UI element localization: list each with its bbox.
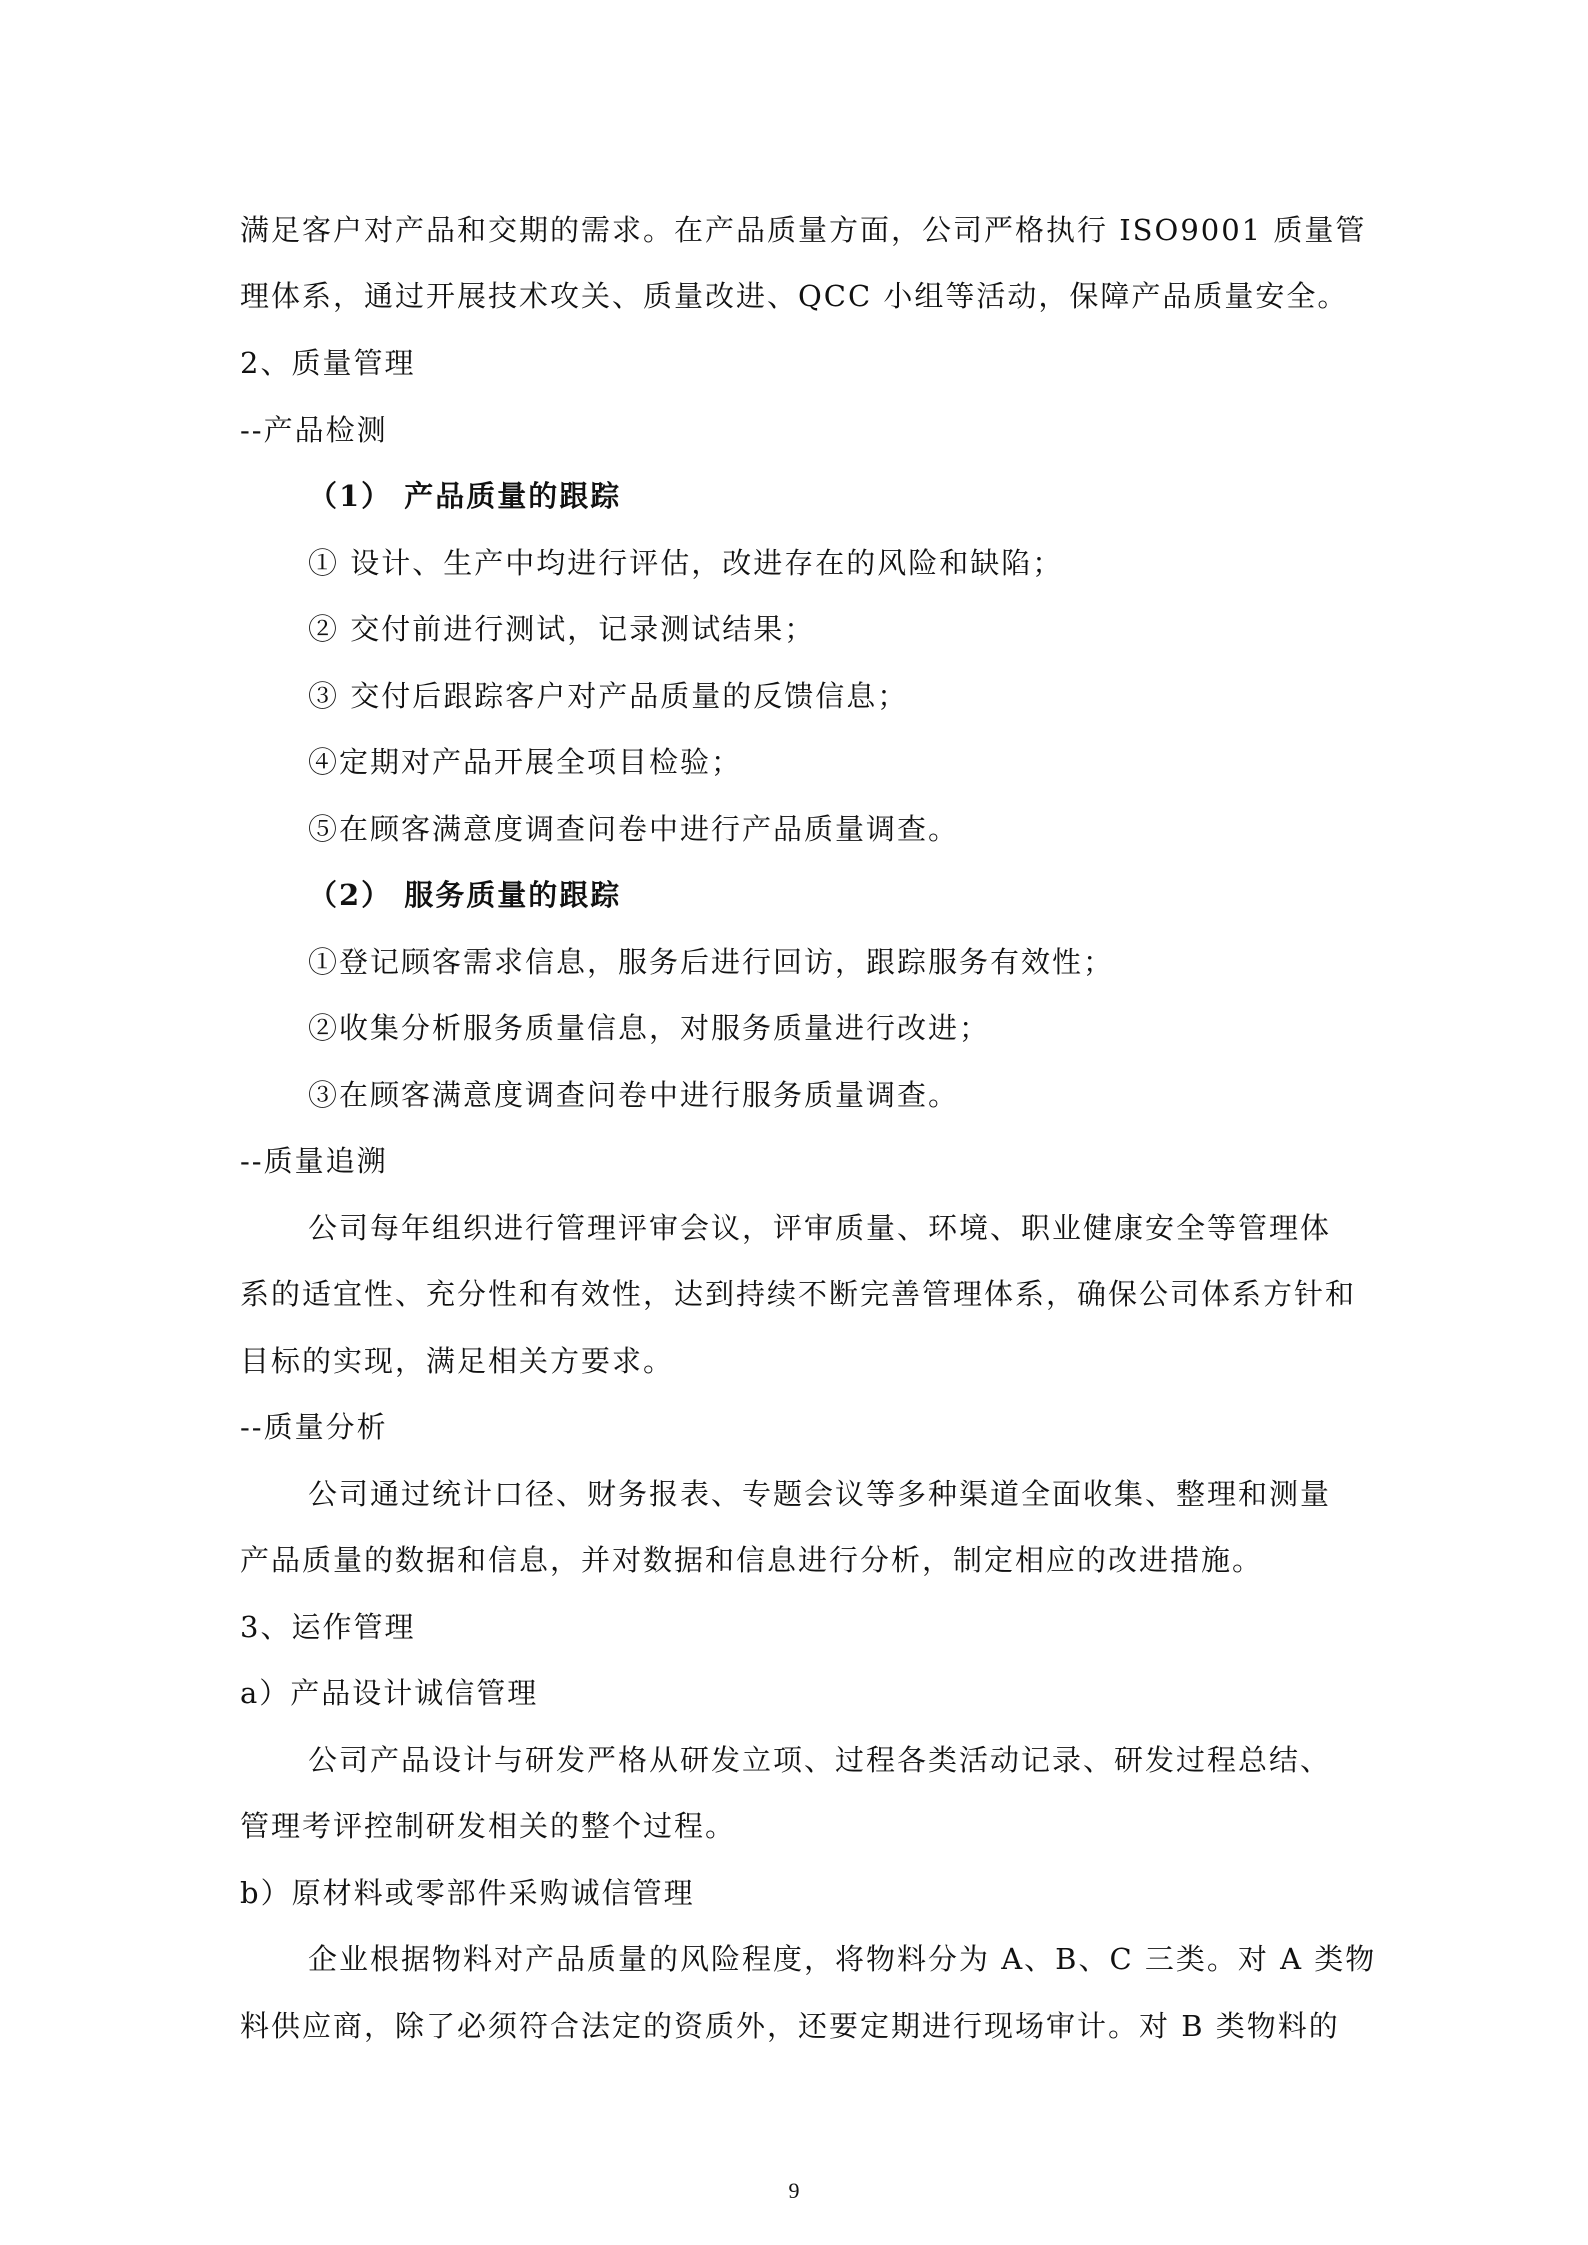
page-number: 9: [788, 2178, 800, 2203]
paragraph-line: 系的适宜性、充分性和有效性，达到持续不断完善管理体系，确保公司体系方针和: [240, 1277, 1357, 1311]
list-item: ⑤在顾客满意度调查问卷中进行产品质量调查。: [308, 812, 960, 846]
paragraph-line: 管理考评控制研发相关的整个过程。: [240, 1809, 737, 1843]
subsection-heading: a）产品设计诚信管理: [240, 1676, 539, 1710]
list-item: ①登记顾客需求信息，服务后进行回访，跟踪服务有效性；: [308, 945, 1115, 979]
list-item: ② 交付前进行测试，记录测试结果；: [308, 612, 816, 646]
paragraph-line: 公司产品设计与研发严格从研发立项、过程各类活动记录、研发过程总结、: [308, 1743, 1332, 1777]
section-heading: 3、运作管理: [240, 1610, 416, 1644]
paragraph-line: 产品质量的数据和信息，并对数据和信息进行分析，制定相应的改进措施。: [240, 1543, 1264, 1577]
sub-heading: （2） 服务质量的跟踪: [308, 878, 622, 912]
list-item: ① 设计、生产中均进行评估，改进存在的风险和缺陷；: [308, 546, 1064, 580]
subsection-heading: --产品检测: [240, 413, 388, 447]
paragraph-line: 理体系，通过开展技术攻关、质量改进、QCC 小组等活动，保障产品质量安全。: [240, 279, 1349, 313]
section-heading: 2、质量管理: [240, 346, 416, 380]
subsection-heading: b）原材料或零部件采购诚信管理: [240, 1876, 695, 1910]
paragraph-line: 目标的实现，满足相关方要求。: [240, 1344, 675, 1378]
paragraph-line: 企业根据物料对产品质量的风险程度，将物料分为 A、B、C 三类。对 A 类物: [308, 1942, 1377, 1976]
subsection-heading: --质量追溯: [240, 1144, 388, 1178]
list-item: ④定期对产品开展全项目检验；: [308, 745, 743, 779]
paragraph-line: 公司通过统计口径、财务报表、专题会议等多种渠道全面收集、整理和测量: [308, 1477, 1332, 1511]
list-item: ③ 交付后跟踪客户对产品质量的反馈信息；: [308, 679, 909, 713]
list-item: ②收集分析服务质量信息，对服务质量进行改进；: [308, 1011, 991, 1045]
paragraph-line: 料供应商，除了必须符合法定的资质外，还要定期进行现场审计。对 B 类物料的: [240, 2009, 1340, 2043]
paragraph-line: 满足客户对产品和交期的需求。在产品质量方面，公司严格执行 ISO9001 质量管: [240, 213, 1367, 247]
list-item: ③在顾客满意度调查问卷中进行服务质量调查。: [308, 1078, 960, 1112]
sub-heading: （1） 产品质量的跟踪: [308, 479, 622, 513]
subsection-heading: --质量分析: [240, 1410, 388, 1444]
paragraph-line: 公司每年组织进行管理评审会议，评审质量、环境、职业健康安全等管理体: [308, 1211, 1332, 1245]
